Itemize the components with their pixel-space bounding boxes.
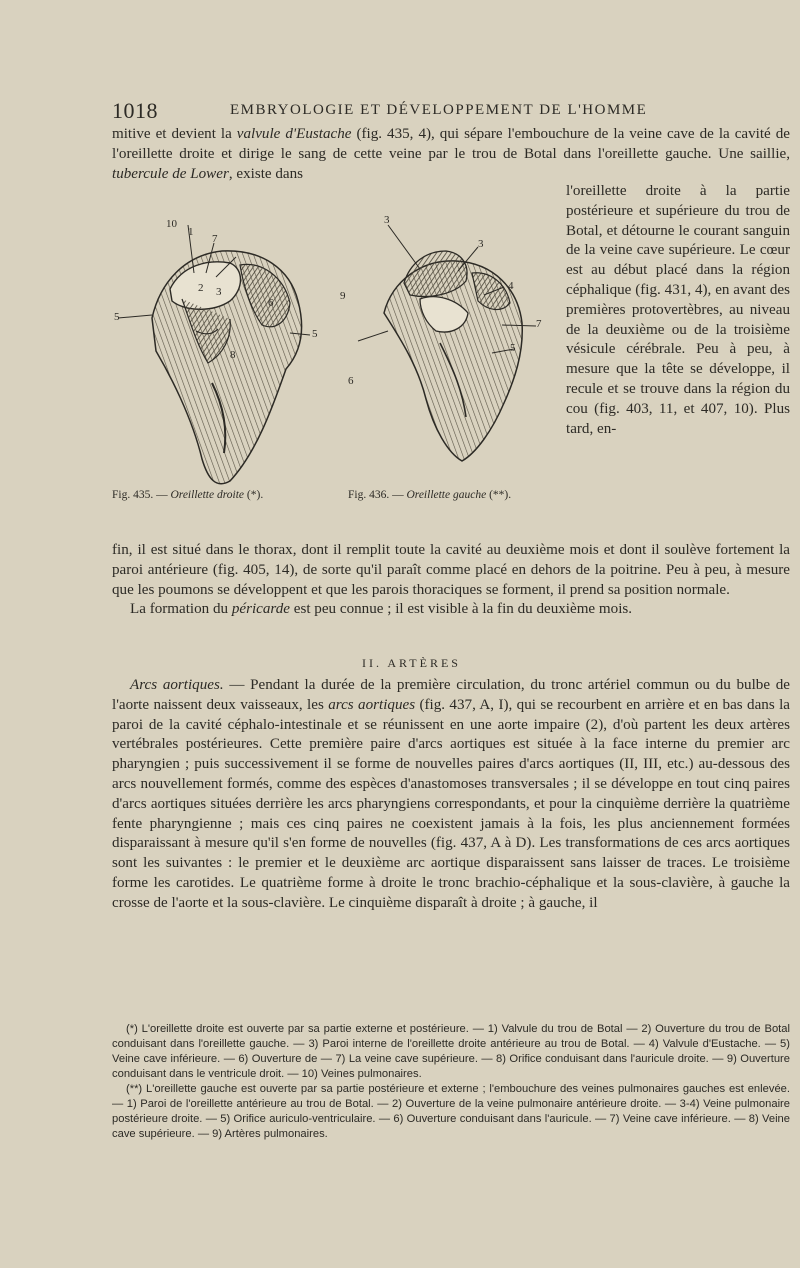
footnote-435: (*) L'oreillette droite est ouverte par sa partie externe et postérieure. — 1) Valvule du trou de Botal — 2) Ouverture du trou de Botal conduisant dans l'oreillette gauche. — 3) Paroi interne de l'oreillette droite antérieure au trou de Botal. — 4) Valvule d'Eustache. — 5) Veine cave inférieure. — 6) Ouverture de — 7) La veine cave supérieure. — 8) Orifice conduisant dans l'auricule droite. — 9) Ouverture conduisant dans le ventricule droit. — 10) Veines pulmonaires.	[112, 1023, 790, 1080]
figures-block	[112, 203, 562, 533]
fig435-label: 7	[212, 233, 218, 245]
fig435-label: 10	[166, 218, 177, 230]
fig436-label: 3	[384, 214, 390, 226]
fig435-label: 6	[268, 297, 274, 309]
paragraph-thorax: fin, il est situé dans le thorax, dont il remplit toute la cavité au deuxième mois et dont il soulève fortement la paroi antérieure (fig. 405, 14), de sorte qu'il paraît comme placé en dehors de la poitrine. Peu à peu, à mesure que les poumons se développent et que les parois thoraciques se forment, il prend sa position normale.	[112, 542, 790, 598]
paragraph-arcs-aortiques: Arcs aortiques. — Pendant la durée de la première circulation, du tronc artériel commun ou du bulbe de l'aorte naissent deux vaisseaux, les arcs aortiques (fig. 437, A, I), qui se recourbent en arrière et en bas dans la paroi de la cavité céphalo-intestinale et se réunissent en une aorte impaire (2), d'où partent les deux artères vertébrales postérieures. Cette première paire d'arcs aortiques est située à la face interne du premier arc pharyngien ; puis successivement il se forme de nouvelles paires d'arcs aortiques (II, III, etc.) au-dessous des arcs nouvellement formés, comme des espèces d'anastomoses transversales ; il se développe en tout cinq paires d'arcs aortiques situées derrière les arcs pharyngiens correspondants, et pour la cinquième derrière la quatrième fente pharyngienne ; mais ces cinq paires ne coexistent jamais à la fois, les plus anciennement formées disparaissant à mesure qu'il s'en forme de nouvelles (fig. 437, A à D). Les transformations de ces arcs aortiques sont les suivantes : le premier et le deuxième arc aortique disparaissent sans laisser de traces. Le troisième forme les carotides. Le quatrième forme à droite le tronc brachio-céphalique et la sous-clavière, à gauche la crosse de l'aorte et la sous-clavière. Le cinquième disparaît à droite ; à gauche, il	[112, 677, 791, 911]
figure-435-drawing	[112, 203, 332, 503]
term-arcs-aortiques: arcs aortiques	[328, 696, 416, 713]
fig435-label: 2	[198, 282, 204, 294]
fig436-label: 9	[340, 290, 346, 302]
paragraph-eustache: mitive et devient la valvule d'Eustache (fig. 435, 4), qui sépare l'embouchure de la veine cave de la cavité de l'oreillette droite et dirige le sang de cette veine par le trou de Botal dans l'oreillette gauche. Une saillie, tubercule de Lower, existe dans	[112, 126, 790, 182]
section-title: II. ARTÈRES	[362, 656, 461, 670]
figure-436-caption: Fig. 436. — Oreillette gauche (**).	[348, 489, 512, 501]
fig435-label: 1	[188, 226, 194, 238]
fig436-label: 6	[348, 375, 354, 387]
fig436-label: 4	[508, 280, 514, 292]
footnotes	[112, 1022, 790, 1142]
page-number: 1018	[112, 98, 158, 123]
term-pericarde: péricarde	[231, 601, 290, 617]
fig436-label: 5	[510, 342, 516, 354]
figure-435-caption: Fig. 435. — Oreillette droite (*).	[112, 489, 264, 501]
fig435-label: 5	[114, 311, 120, 323]
term-arcs-aortiques-heading: Arcs aortiques.	[130, 677, 224, 693]
paragraph-right-column: l'oreillette droite à la partie postérieure et supérieure du trou de Botal, et détourne le courant sanguin de la veine cave supérieure. Le cœur est au début placé dans la région céphalique (fig. 431, 4), en avant des premières protovertèbres, au niveau de la deuxième ou de la troisième vésicule cérébrale. Peu à peu, à mesure que la tête se développe, il recule et se trouve dans la région du cou (fig. 403, 11, et 407, 10). Plus tard, en-	[566, 183, 790, 437]
fig435-label: 8	[230, 349, 236, 361]
fig435-label: 3	[216, 286, 222, 298]
figure-436-drawing	[344, 203, 564, 503]
paragraph-pericarde: La formation du péricarde est peu connue ; il est visible à la fin du deuxième mois.	[130, 601, 633, 617]
fig436-label: 7	[536, 318, 542, 330]
page-header	[112, 98, 712, 126]
fig436-label: 3	[478, 238, 484, 250]
running-title: EMBRYOLOGIE ET DÉVELOPPEMENT DE L'HOMME	[230, 102, 648, 118]
term-valvule-eustache: valvule d'Eustache	[236, 126, 352, 142]
fig435-label: 5	[312, 328, 318, 340]
term-tubercule-lower: tubercule de Lower	[112, 165, 229, 182]
footnote-436: (**) L'oreillette gauche est ouverte par sa partie postérieure et externe ; l'embouchure des veines pulmonaires gauches est enlevée. — 1) Paroi de l'oreillette antérieure au trou de Botal. — 2) Ouverture de la veine pulmonaire antérieure droite. — 3-4) Veine pulmonaire postérieure droite. — 5) Orifice auriculo-ventriculaire. — 6) Ouverture conduisant dans l'auricule. — 7) Veine cave inférieure. — 8) Veine cave supérieure. — 9) Artères pulmonaires.	[112, 1083, 790, 1140]
